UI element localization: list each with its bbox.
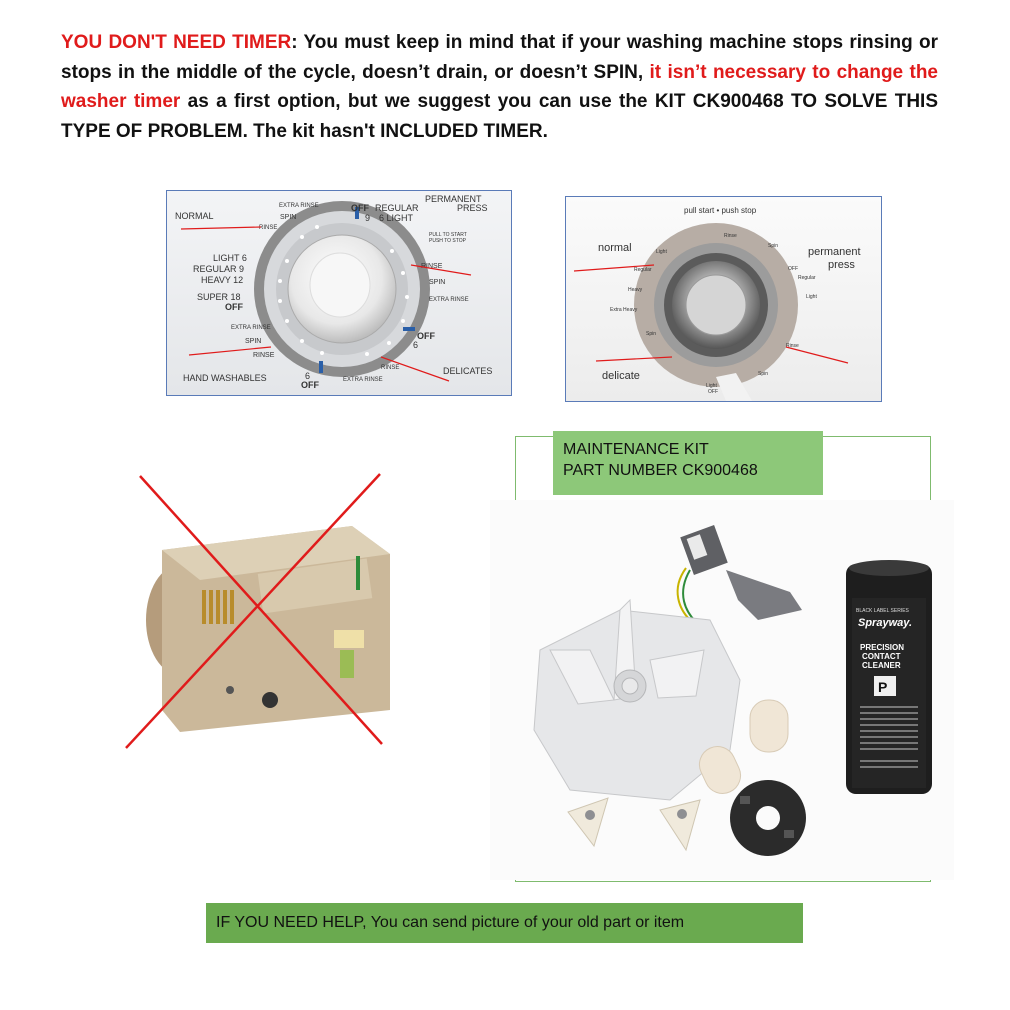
right-label-regular-left: Regular — [634, 267, 652, 273]
left-label-extra-rinse-low: EXTRA RINSE — [231, 325, 271, 331]
motor-coupler — [730, 780, 806, 856]
left-label-super18: SUPER 18 — [197, 292, 241, 302]
kit-label — [553, 431, 823, 495]
right-label-spin: Spin — [768, 243, 779, 249]
dial-photo-right — [565, 196, 882, 402]
help-banner: IF YOU NEED HELP, You can send picture of your old part or item — [206, 903, 803, 943]
kit-photo — [490, 500, 954, 880]
kit-illustration — [490, 500, 954, 880]
right-label-light-left: Light — [656, 249, 667, 255]
left-label-spin-right: SPIN — [429, 279, 446, 286]
left-label-regular: REGULAR — [375, 203, 419, 213]
spray-line-2: CONTACT — [862, 652, 901, 661]
left-label-pull: PULL TO START — [429, 232, 467, 238]
timer-illustration — [120, 470, 400, 755]
left-label-six-bottom: 6 — [305, 371, 311, 381]
left-label-extra-rinse-bottom: EXTRA RINSE — [343, 377, 383, 383]
spray-line-1: PRECISION — [860, 643, 905, 652]
left-label-rinse-bottom: RINSE — [381, 365, 400, 371]
intro-heading: YOU DON'T NEED TIMER — [61, 32, 292, 53]
right-label-permanent: permanent — [808, 246, 861, 258]
left-label-rinse-low: RINSE — [253, 352, 275, 359]
right-label-delicate: delicate — [602, 370, 640, 382]
left-label-hand-washables: HAND WASHABLES — [183, 373, 267, 383]
spray-brand: Sprayway. — [858, 617, 913, 629]
right-label-rinse-right: Rinse — [786, 343, 799, 349]
right-label-normal: normal — [598, 242, 632, 254]
left-label-light6: LIGHT 6 — [213, 253, 247, 263]
left-label-extra-rinse-right: EXTRA RINSE — [429, 297, 469, 303]
left-label-off-bottom: OFF — [301, 380, 319, 390]
right-label-spin-bottom: Spin — [758, 371, 769, 377]
left-label-normal: NORMAL — [175, 211, 214, 221]
left-label-push: PUSH TO STOP — [429, 238, 466, 244]
drain-pump — [534, 600, 788, 800]
intro-text-red: it isn’t necessary to change the washer timer — [61, 61, 938, 112]
left-label-spin: SPIN — [280, 214, 297, 221]
right-label-heavy: Heavy — [628, 287, 643, 293]
spray-can — [846, 560, 932, 794]
left-label-six-light: 6 LIGHT — [379, 213, 414, 223]
left-label-delicates: DELICATES — [443, 366, 493, 376]
left-label-extra-rinse: EXTRA RINSE — [279, 203, 319, 209]
left-label-nine: 9 — [365, 213, 371, 223]
spray-badge: P — [878, 679, 888, 695]
left-label-regular9: REGULAR 9 — [193, 264, 245, 274]
left-label-permanent: PERMANENT — [425, 194, 482, 204]
left-label-spin-low: SPIN — [245, 338, 262, 345]
right-label-press: press — [828, 259, 855, 271]
lid-switch — [678, 525, 802, 622]
left-label-off: OFF — [351, 203, 369, 213]
left-label-off-2: OFF — [225, 302, 243, 312]
intro-text-1: : You must keep in mind that if your washing machine stops rinsing or stops in the middle of the cycle, doesn’t drain, or doesn’t SPIN, — [61, 32, 939, 83]
dial-right-illustration — [566, 197, 881, 401]
spray-line-3: CLEANER — [862, 661, 901, 670]
right-label-regular: Regular — [798, 275, 816, 281]
kit-label-line1: MAINTENANCE KIT — [563, 441, 709, 458]
left-label-press: PRESS — [457, 203, 488, 213]
intro-text-2: as a first option, but we suggest you can use the KIT CK900468 TO SOLVE THIS TYPE OF PROBLEM. The kit hasn't INCLUDED TIMER. — [61, 91, 938, 142]
right-label-light-bottom: Light — [706, 383, 717, 389]
right-label-extra-heavy: Extra Heavy — [610, 307, 638, 313]
left-label-rinse-right: RINSE — [421, 263, 443, 270]
old-timer-photo — [120, 470, 400, 755]
kit-label-line2: PART NUMBER CK900468 — [563, 462, 758, 479]
intro-paragraph — [61, 28, 938, 146]
right-label-pull-push: pull start • push stop — [684, 206, 757, 215]
left-label-six-right: 6 — [413, 340, 419, 350]
left-label-off-3: OFF — [417, 331, 435, 341]
clips — [568, 798, 700, 850]
left-label-rinse: RINSE — [259, 225, 278, 231]
right-label-light: Light — [806, 294, 817, 300]
dial-photo-left — [166, 190, 512, 396]
dial-left-illustration — [167, 191, 511, 395]
left-label-heavy12: HEAVY 12 — [201, 275, 244, 285]
spray-top-label: BLACK LABEL SERIES — [856, 608, 909, 614]
right-label-rinse: Rinse — [724, 233, 737, 239]
right-label-off-bottom: OFF — [708, 389, 718, 395]
right-label-off: OFF — [788, 266, 798, 272]
right-label-spin-left: Spin — [646, 331, 657, 337]
